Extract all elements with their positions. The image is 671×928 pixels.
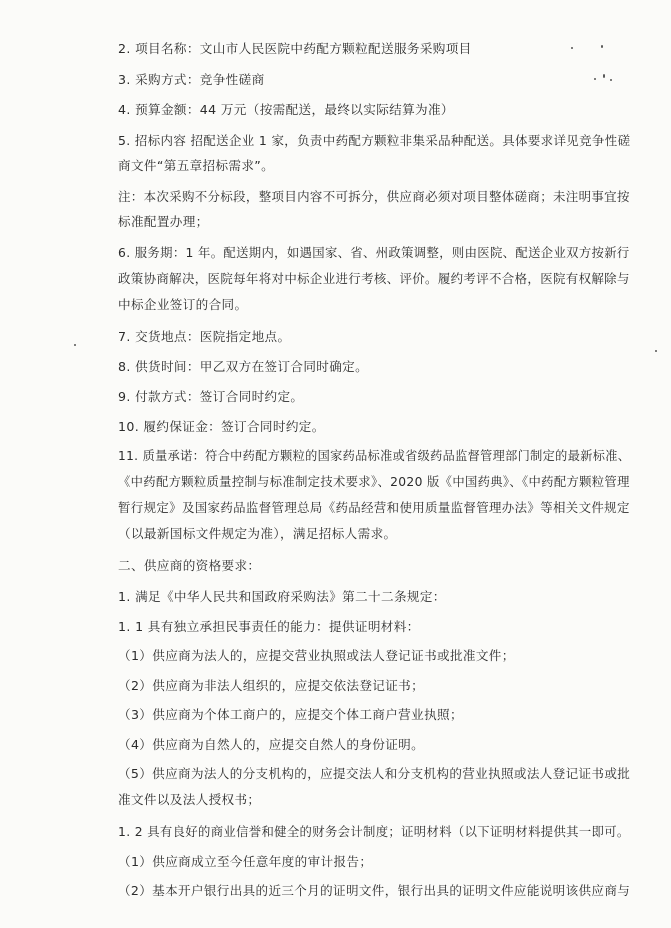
text-line: 6. 服务期：1 年。配送期内，如遇国家、省、州政策调整，则由医院、配送企业双方按新行: [118, 245, 630, 260]
text-line: （1）供应商成立至今任意年度的审计报告；: [118, 854, 373, 869]
text-line: 准文件以及法人授权书；: [118, 792, 261, 807]
text-line: （4）供应商为自然人的，应提交自然人的身份证明。: [118, 737, 425, 752]
scan-speck: [594, 78, 596, 80]
text-line: （以最新国标文件规定为准），满足招标人需求。: [118, 526, 397, 541]
text-line: 9. 付款方式：签订合同时约定。: [118, 389, 304, 404]
text-line: 《中药配方颗粒质量控制与标准制定技术要求》、2020 版《中国药典》、《中药配方颗粒管理: [118, 474, 630, 489]
text-line: （2）基本开户银行出具的近三个月的证明文件，银行出具的证明文件应能说明该供应商与: [118, 883, 631, 898]
text-line: （5）供应商为法人的分支机构的，应提交法人和分支机构的营业执照或法人登记证书或批: [118, 766, 631, 781]
text-line: 1. 2 具有良好的商业信誉和健全的财务会计制度；证明材料（以下证明材料提供其一即可。: [118, 824, 630, 839]
text-line: 标准配置办理；: [118, 214, 209, 229]
text-line: （3）供应商为个体工商户的，应提交个体工商户营业执照；: [118, 707, 463, 722]
text-line: 商文件“第五章招标需求”。: [118, 158, 275, 173]
text-line: 1. 满足《中华人民共和国政府采购法》第二十二条规定：: [118, 589, 446, 604]
text-line: （2）供应商为非法人组织的，应提交依法登记证书；: [118, 678, 425, 693]
text-line: 5. 招标内容 招配送企业 1 家，负责中药配方颗粒非集采品种配送。具体要求详见竞争性磋: [118, 133, 631, 148]
text-line: 注：本次采购不分标段，整项目内容不可拆分，供应商必须对项目整体磋商；未注明事宜按: [118, 189, 630, 204]
text-line: 7. 交货地点：医院指定地点。: [118, 329, 291, 344]
text-line: 4. 预算金额：44 万元（按需配送，最终以实际结算为准）: [118, 102, 454, 117]
scan-speck: [571, 47, 573, 49]
scan-speck: [601, 45, 603, 48]
scan-speck: [603, 74, 605, 78]
text-line: 中标企业签订的合同。: [118, 297, 248, 312]
scan-speck: [655, 350, 657, 352]
scan-speck: [74, 344, 76, 346]
section-heading: 二、供应商的资格要求：: [118, 558, 261, 573]
text-line: 11. 质量承诺：符合中药配方颗粒的国家药品标准或省级药品监督管理部门制定的最新标准、: [118, 448, 631, 463]
scan-speck: [610, 79, 612, 81]
text-line: 10. 履约保证金：签订合同时约定。: [118, 419, 325, 434]
text-line: 2. 项目名称：文山市人民医院中药配方颗粒配送服务采购项目: [118, 41, 472, 56]
text-line: 8. 供货时间：甲乙双方在签订合同时确定。: [118, 359, 369, 374]
text-line: 3. 采购方式：竞争性磋商: [118, 72, 265, 87]
text-line: 政策协商解决，医院每年将对中标企业进行考核、评价。履约考评不合格，医院有权解除与: [118, 271, 630, 286]
text-line: 暂行规定》及国家药品监督管理总局《药品经营和使用质量监督管理办法》等相关文件规定: [118, 500, 630, 515]
text-line: （1）供应商为法人的，应提交营业执照或法人登记证书或批准文件；: [118, 648, 515, 663]
text-line: 1. 1 具有独立承担民事责任的能力：提供证明材料：: [118, 619, 420, 634]
